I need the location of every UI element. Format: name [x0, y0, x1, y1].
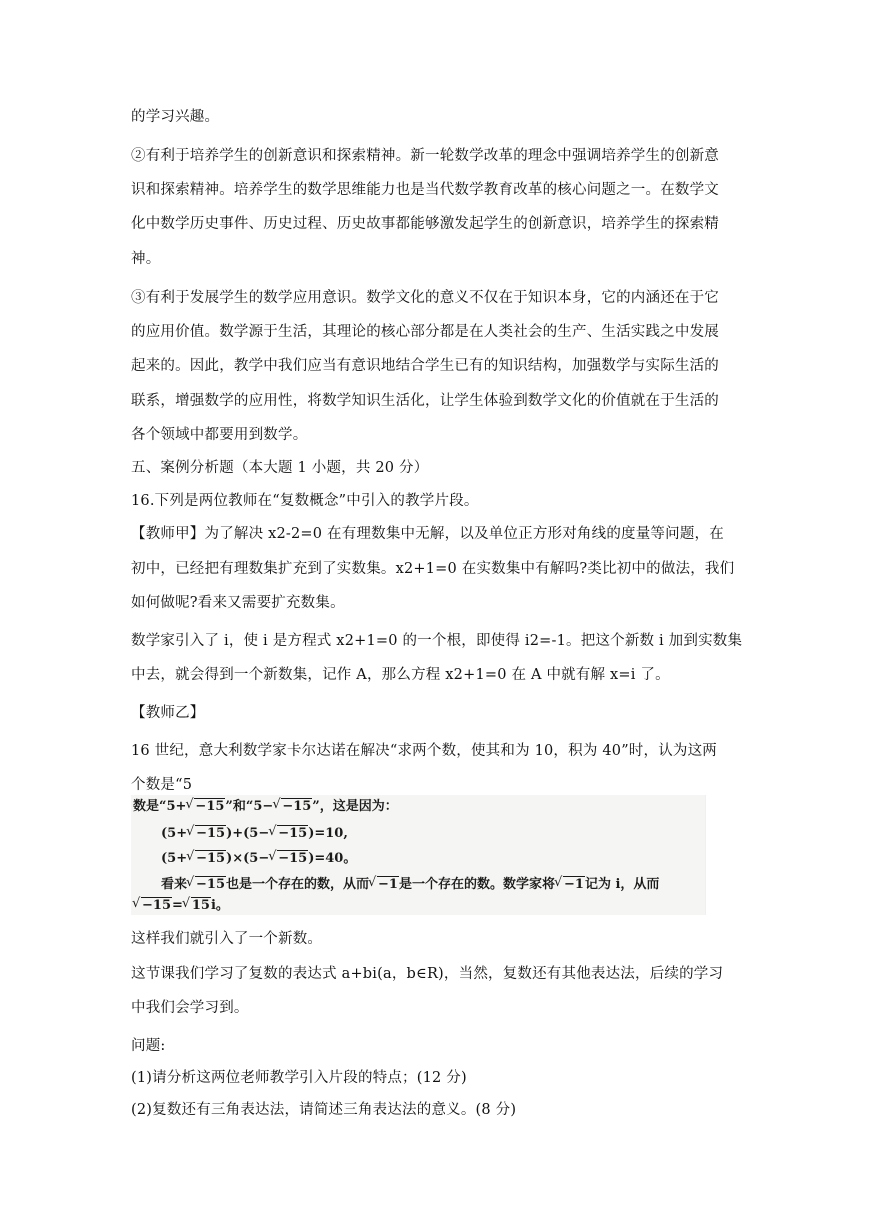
paragraph-line: 神。: [131, 251, 161, 267]
paragraph-line: 化中数学历史事件、历史过程、历史故事都能够激发起学生的创新意识，培养学生的探索精: [131, 216, 719, 232]
figure-line-3: (5+√ −15)×(5−√ −15)=40。: [161, 851, 356, 867]
sqrt-expression: √ 15: [184, 898, 211, 914]
figure-line-4: 看来√ −15也是一个存在的数，从而√ −1是一个存在的数。数学家将√ −1记为 i，从而: [161, 877, 659, 893]
paragraph-line: 个数是“5: [131, 777, 193, 793]
question-item-1: (1)请分析这两位老师教学引入片段的特点；(12 分): [131, 1070, 467, 1086]
figure-line-1: 数是“5+√ −15”和“5−√ −15”，这是因为：: [133, 799, 398, 815]
paragraph-line: 如何做呢?看来又需要扩充数集。: [131, 595, 345, 611]
sqrt-expression: √ −15: [270, 826, 308, 842]
sqrt-expression: √ −1: [556, 877, 585, 893]
questions-label: 问题:: [131, 1038, 166, 1054]
paragraph-line: 中去，就会得到一个新数集，记作 A，那么方程 x2+1=0 在 A 中就有解 x=i 了。: [131, 667, 670, 683]
sqrt-expression: √ −1: [370, 877, 399, 893]
paragraph-line: 的应用价值。数学源于生活，其理论的核心部分都是在人类社会的生产、生活实践之中发展: [131, 324, 719, 340]
sqrt-expression: √ −15: [188, 851, 226, 867]
paragraph-line: 【教师甲】为了解决 x2-2=0 在有理数集中无解，以及单位正方形对角线的度量等问题，在: [131, 526, 724, 542]
paragraph-line: 数学家引入了 i，使 i 是方程式 x2+1=0 的一个根，即使得 i2=-1。把这个新数 i 加到实数集: [131, 633, 743, 649]
figure-line-5: √ −15=√ 15i。: [133, 898, 229, 914]
sqrt-expression: √ −15: [187, 799, 225, 815]
sqrt-expression: √ −15: [188, 826, 226, 842]
section-heading: 五、案例分析题（本大题 1 小题，共 20 分）: [131, 460, 429, 476]
sqrt-expression: √ −15: [134, 898, 172, 914]
sqrt-expression: √ −15: [188, 877, 226, 893]
paragraph-line: 16 世纪，意大利数学家卡尔达诺在解决“求两个数，使其和为 10，积为 40”时，认为这两: [131, 743, 718, 759]
paragraph-line: 各个领域中都要用到数学。: [131, 427, 308, 443]
question-title: 16.下列是两位教师在“复数概念”中引入的教学片段。: [131, 493, 479, 509]
paragraph-line: 起来的。因此，教学中我们应当有意识地结合学生已有的知识结构，加强数学与实际生活的: [131, 358, 719, 374]
scanned-figure: [131, 795, 706, 915]
paragraph-line: 联系，增强数学的应用性，将数学知识生活化，让学生体验到数学文化的价值就在于生活的: [131, 393, 719, 409]
paragraph-line: ②有利于培养学生的创新意识和探索精神。新一轮数学改革的理念中强调培养学生的创新意: [131, 148, 719, 164]
sqrt-expression: √ −15: [270, 851, 308, 867]
figure-line-2: (5+√ −15)+(5−√ −15)=10,: [161, 826, 348, 842]
paragraph-line: 识和探索精神。培养学生的数学思维能力也是当代数学教育改革的核心问题之一。在数学文: [131, 182, 719, 198]
paragraph-line: 这节课我们学习了复数的表达式 a+bi(a，b∈R)，当然，复数还有其他表达法，后续的学习: [131, 966, 724, 982]
paragraph-line: 这样我们就引入了一个新数。: [131, 931, 323, 947]
paragraph-line: 的学习兴趣。: [131, 109, 220, 125]
paragraph-line: 初中，已经把有理数集扩充到了实数集。x2+1=0 在实数集中有解吗?类比初中的做法，我们: [131, 561, 735, 577]
question-item-2: (2)复数还有三角表达法，请简述三角表达法的意义。(8 分): [131, 1102, 517, 1118]
sqrt-expression: √ −15: [274, 799, 312, 815]
paragraph-line: ③有利于发展学生的数学应用意识。数学文化的意义不仅在于知识本身，它的内涵还在于它: [131, 290, 719, 306]
paragraph-line: 中我们会学习到。: [131, 1000, 249, 1016]
paragraph-line: 【教师乙】: [131, 705, 205, 721]
